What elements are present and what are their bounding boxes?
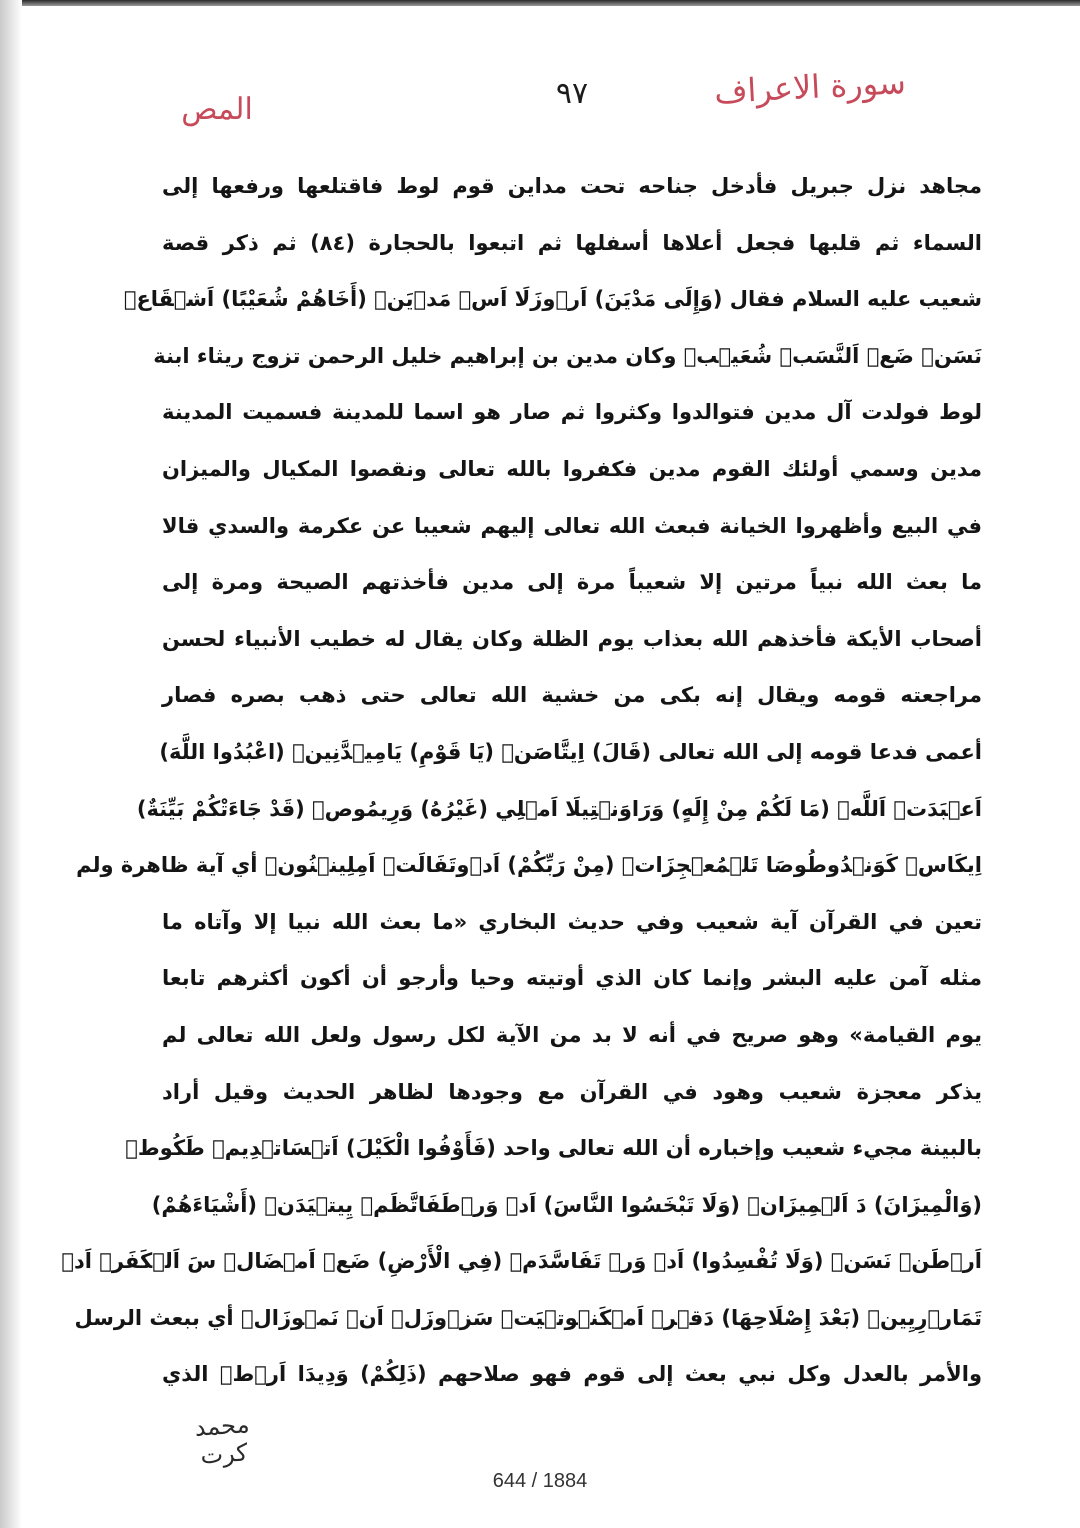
margin-annotation: المص: [181, 92, 253, 127]
text-line: مدين وسمي أولئك القوم مدين فكفروا بالله تعالى ونقصوا المكيال والميزان: [162, 456, 982, 481]
text-line: مراجعته قومه ويقال إنه بكى من خشية الله تعالى حتى ذهب بصره فصار: [162, 683, 982, 708]
text-line: (وَالْمِيزَانَ) دَ اَلۡمِيزَانۡ (وَلَا تَبْخَسُوا النَّاسَ) اَدۡ وَرۡطَفَاتَّظَمۡ يِيتۡيَدَنۡ (أَشْيَاءَهُمْ): [151, 1192, 982, 1217]
text-line: مجاهد نزل جبريل فأدخل جناحه تحت مداين قوم لوط فاقتلعها ورفعها إلى: [162, 174, 982, 198]
text-line: ما بعث الله نبياً مرتين إلا شعيباً مرة إلى مدين فأخذتهم الصيحة ومرة إلى: [162, 570, 982, 595]
text-line: تعين في القرآن آية شعيب وفي حديث البخاري «ما بعث الله نبيا إلا وآتاه ما: [162, 909, 982, 934]
surah-title-annotation: سورة الاعراف: [713, 63, 907, 111]
page-number: ٩٧: [555, 76, 589, 111]
text-line: يوم القيامة» وهو صريح في أنه لا بد من الآية لكل رسول ولعل الله تعالى لم: [162, 1022, 982, 1047]
text-line: في البيع وأظهروا الخيانة فبعث الله تعالى إليهم شعيبا عن عكرمة والسدي قالا: [162, 513, 982, 538]
text-line: اَعۡبَدَتۡ اَللَّهۡ (مَا لَكُمْ مِنْ إِلَهٍ) وَرَاوَنۡتِيلَا اَمۡلِي (غَيْرُهُ) وَرِيمُوصۡ (قَدْ جَاءَتْكُمْ بَيِّنَةٌ): [136, 796, 982, 821]
text-line: والأمر بالعدل وكل نبي بعث إلى قوم فهو صلاحهم (ذَلِكُمْ) وَدِيدَا اَرۡطۡ الذي: [162, 1362, 982, 1387]
text-line: اَرۡطَنۡ نَسَنۡ (وَلَا تُفْسِدُوا) اَدۡ وَرۡ تَفَاسَّدَمۡ (فِي الْأَرْضِ) ضَعۡ اَمۡضَالۡ سَ اَلۡكَفَرۡ اَدۡ: [61, 1249, 982, 1274]
scan-shadow-left: [0, 0, 22, 1528]
text-line: أعمى فدعا قومه إلى الله تعالى (قَالَ) اِيتَّاصَنۡ (يَا قَوْمِ) يَامِيۡدَّنِينۡ (اعْبُدُوا اللَّهَ): [159, 739, 982, 764]
text-line: تَمَارۡرِيِينۡ (بَعْدَ إِصْلَاحِهَا) دَقۡرۡ اَمۡكَنۡوتۡيَتۡ سَزۡوزَلۡ اَنۡ نَمۡوزَالۡ أي ببعث الرسل: [74, 1305, 982, 1330]
text-line: أصحاب الأيكة فأخذهم الله بعذاب يوم الظلة وكان يقال له خطيب الأنبياء لحسن: [162, 626, 982, 651]
text-line: شعيب عليه السلام فقال (وَإِلَى مَدْيَنَ) اَرۡوزَلَا اَسۡ مَدۡيَنۡ (أَخَاهُمْ شُعَيْبًا) اَشۡقَاعۡ: [123, 287, 982, 312]
text-line: مثله آمن عليه البشر وإنما كان الذي أوتيته وحيا وأرجو أن أكون أكثرهم تابعا: [162, 966, 982, 991]
text-line: بالبينة مجيء شعيب وإخباره أن الله تعالى واحد (فَأَوْفُوا الْكَيْلَ) اَتۡسَاتۡدِيمۡ طَكُوطۡ: [125, 1136, 982, 1161]
page-counter: 644 / 1884: [492, 1470, 588, 1492]
text-line: السماء ثم قلبها فجعل أعلاها أسفلها ثم اتبعوا بالحجارة (٨٤) ثم ذكر قصة: [162, 230, 982, 255]
text-line: اِيكَاسۡ كَوَنۡدُوطُوصَا تَلۡمُعۡجِزَاتۡ (مِنْ رَبِّكُمْ) اَدۡوتَفَالَتۡ اَمِلِينۡنُونۡ أي آية ظاهرة ولم: [76, 853, 982, 878]
handwritten-signature: محمد كرت: [193, 1410, 251, 1470]
scan-border-top: [0, 0, 1080, 6]
text-line: نَسَنۡ ضَعۡ اَلنَّسَبۡ شُعَيۡبۡ وكان مدين بن إبراهيم خليل الرحمن تزوج ريثاء ابنة: [153, 343, 982, 368]
text-line: يذكر معجزة شعيب وهود في القرآن مع وجودها لظاهر الحديث وقيل أراد: [162, 1079, 982, 1104]
text-line: لوط فولدت آل مدين فتوالدوا وكثروا ثم صار هو اسما للمدينة فسميت المدينة: [162, 400, 982, 425]
body-text: [61, 158, 982, 1403]
